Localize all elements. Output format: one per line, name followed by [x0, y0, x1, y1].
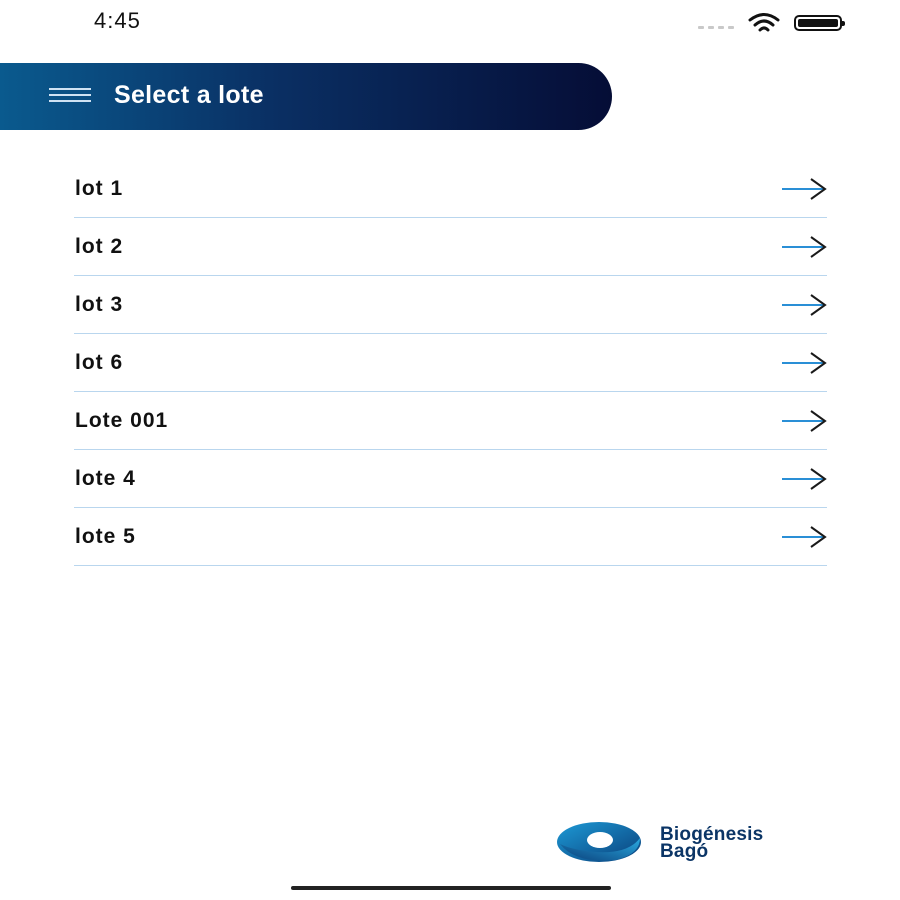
- brand-logo: [556, 820, 816, 864]
- cellular-signal-icon: [698, 18, 734, 29]
- battery-icon: [794, 15, 842, 31]
- list-item[interactable]: [74, 508, 827, 566]
- brand-logo-text: [660, 826, 763, 860]
- list-item[interactable]: [74, 334, 827, 392]
- lot-label: lote 5: [75, 525, 136, 548]
- lot-label: lote 4: [75, 467, 136, 490]
- arrow-right-icon[interactable]: [781, 177, 827, 201]
- arrow-right-icon[interactable]: [781, 235, 827, 259]
- list-item[interactable]: [74, 392, 827, 450]
- list-item[interactable]: [74, 276, 827, 334]
- arrow-right-icon[interactable]: [781, 293, 827, 317]
- list-item[interactable]: [74, 450, 827, 508]
- brand-logo-mark: [556, 820, 642, 864]
- status-bar: [0, 0, 900, 48]
- lot-label: lot 1: [75, 177, 124, 200]
- arrow-right-icon[interactable]: [781, 409, 827, 433]
- lot-label: Lote 001: [75, 409, 169, 432]
- lot-label: lot 6: [75, 351, 124, 374]
- lot-label: lot 2: [75, 235, 124, 258]
- hamburger-menu-icon[interactable]: [49, 88, 91, 105]
- status-icons: [698, 12, 842, 34]
- page-title: Select a lote: [114, 81, 264, 109]
- lot-list: [74, 160, 827, 566]
- arrow-right-icon[interactable]: [781, 467, 827, 491]
- list-item[interactable]: [74, 160, 827, 218]
- arrow-right-icon[interactable]: [781, 351, 827, 375]
- brand-logo-line1: Biogénesis: [660, 824, 764, 845]
- lot-label: lot 3: [75, 293, 124, 316]
- status-time: 4:45: [94, 8, 141, 33]
- home-indicator[interactable]: [291, 886, 611, 890]
- list-item[interactable]: [74, 218, 827, 276]
- brand-logo-line2: Bagó: [660, 841, 709, 862]
- app-header: [0, 63, 612, 130]
- wifi-icon: [748, 12, 780, 34]
- arrow-right-icon[interactable]: [781, 525, 827, 549]
